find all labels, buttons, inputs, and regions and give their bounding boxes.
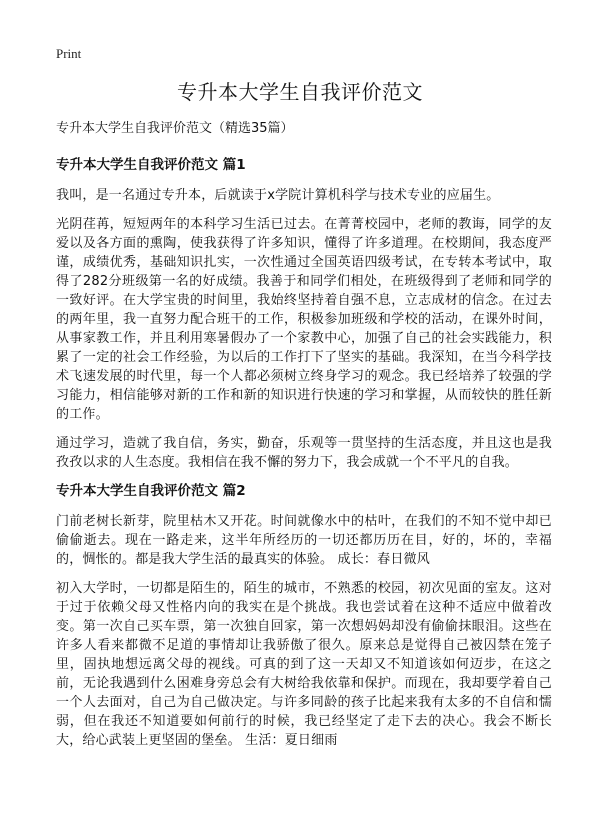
paragraph: 光阴荏苒，短短两年的本科学习生活已过去。在菁菁校园中，老师的教诲，同学的友爱以及各方面的熏陶，使我获得了许多知识，懂得了许多道理。在校期间，我态度严谨，成绩优秀，基础知识扎实，一次性通过全国英语四级考试，在专转本考试中，取得了282分班级第一名的好成绩。我善于和同学们相处，在班级得到了老师和同学的一致好评。在大学宝贵的时间里，我始终坚持着自强不息，立志成材的信念。在过去的两年里，我一直努力配合班干的工作，积极参加班级和学校的活动，在课外时间，从事家教工作，并且利用寒暑假办了一个家教中心，加强了自己的社会实践能力，积累了一定的社会工作经验，为以后的工作打下了坚实的基础。我深知，在当今科学技术飞速发展的时代里，每一个人都必须树立终身学习的观念。我已经培养了较强的学习能力，相信能够对新的工作和新的知识进行快速的学习和掌握，从而较快的胜任新的工作。 <box>56 217 552 422</box>
section-heading-2: 专升本大学生自我评价范文 篇2 <box>56 483 246 499</box>
paragraph: 我叫，是一名通过专升本，后就读于x学院计算机科学与技术专业的应届生。 <box>56 188 500 203</box>
paragraph: 初入大学时，一切都是陌生的，陌生的城市，不熟悉的校园，初次见面的室友。这对于过于依赖父母又性格内向的我实在是个挑战。我也尝试着在这种不适应中做着改变。第一次自己买车票，第一次独自回家，第一次想妈妈却没有偷偷抹眼泪。这些在许多人看来都微不足道的事情却让我骄傲了很久。原来总是觉得自己被囚禁在笼子里，固执地想远离父母的视线。可真的到了这一天却又不知道该如何迈步，在这之前，无论我遇到什么困难身旁总会有大树给我依靠和保护。而现在，我却要学着自己一个人去面对，自己为自己做决定。与许多同龄的孩子比起来我有太多的不自信和懦弱，但在我还不知道要如何前行的时候，我已经坚定了走下去的决心。我会不断长大，给心武装上更坚固的堡垒。 生活：夏日细雨 <box>56 581 552 748</box>
document-subtitle: 专升本大学生自我评价范文（精选35篇） <box>56 121 294 136</box>
print-link[interactable]: Print <box>56 46 82 61</box>
paragraph: 通过学习，造就了我自信，务实，勤奋，乐观等一贯坚持的生活态度，并且这也是我孜孜以求的人生态度。我相信在我不懈的努力下，我会成就一个不平凡的自我。 <box>56 436 552 470</box>
document-content <box>56 120 552 760</box>
page-title: 专升本大学生自我评价范文 <box>177 80 423 104</box>
section-heading-1: 专升本大学生自我评价范文 篇1 <box>56 157 246 173</box>
paragraph: 门前老树长新芽，院里枯木又开花。时间就像水中的枯叶，在我们的不知不觉中却已偷偷逝去。现在一路走来，这半年所经历的一切还都历历在目，好的，坏的，幸福的，惆怅的。都是我大学生活的最真实的体验。 成长：春日微风 <box>56 514 552 567</box>
